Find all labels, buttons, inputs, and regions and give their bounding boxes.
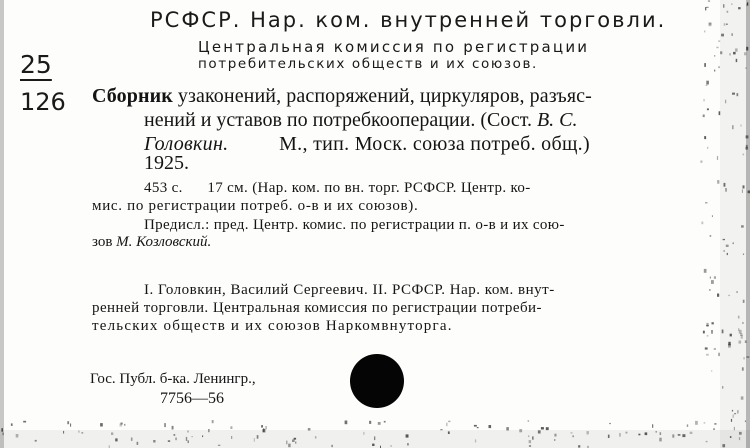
entry-title-rest: узаконений, распоряжений, циркуляров, разъяс- (172, 85, 592, 107)
collation-line-2: мис. по регистрации потреб. о-в и их союзов). (92, 198, 419, 214)
handwritten-heading-line-3: потребительских обществ и их союзов. (198, 56, 538, 72)
entry-year: 1925. (144, 152, 189, 174)
note-line-2 (92, 233, 211, 251)
entry-compiler-initials: В. С. (536, 109, 578, 131)
handwritten-heading-line-1: РСФСР. Нар. ком. внутренней торговли. (150, 8, 667, 32)
entry-line-3 (144, 132, 590, 156)
tracing-line-1: I. Головкин, Василий Сергеевич. II. РСФСР. Нар. ком. внут- (144, 282, 555, 298)
punch-hole (350, 354, 404, 408)
library-name: Гос. Публ. б-ка. Ленингр., (90, 371, 256, 387)
entry-imprint: М., тип. Моск. союза потреб. общ.) (279, 133, 590, 155)
entry-title-line (92, 84, 592, 108)
note-line-1: Предисл.: пред. Центр. комис. по регистрации п. о-в и их сою- (144, 217, 565, 233)
shelfmark-top: 25 (20, 50, 52, 79)
tracing-line-3: тельских обществ и их союзов Наркомвнуторга. (92, 318, 453, 334)
entry-title-bold: Сборник (92, 85, 173, 107)
entry-line-2-text: нений и уставов по потребкооперации. (Сост. (144, 109, 537, 131)
handwritten-heading-line-2: Центральная комиссия по регистрации (198, 38, 590, 56)
collation-line-1: 453 с. 17 см. (Нар. ком. по вн. торг. РСФСР. Центр. ко- (144, 180, 531, 196)
note-line-2-text: зов (92, 234, 117, 250)
entry-line-2 (144, 108, 578, 132)
shelfmark-bottom: 126 (20, 88, 66, 116)
entry-compiler-surname: Головкин. (144, 133, 229, 155)
tracing-line-2: ренней торговли. Центральная комиссия по регистрации потреби- (92, 300, 542, 316)
library-card-number: 7756—56 (160, 390, 224, 407)
note-author: М. Козловский. (116, 234, 212, 250)
